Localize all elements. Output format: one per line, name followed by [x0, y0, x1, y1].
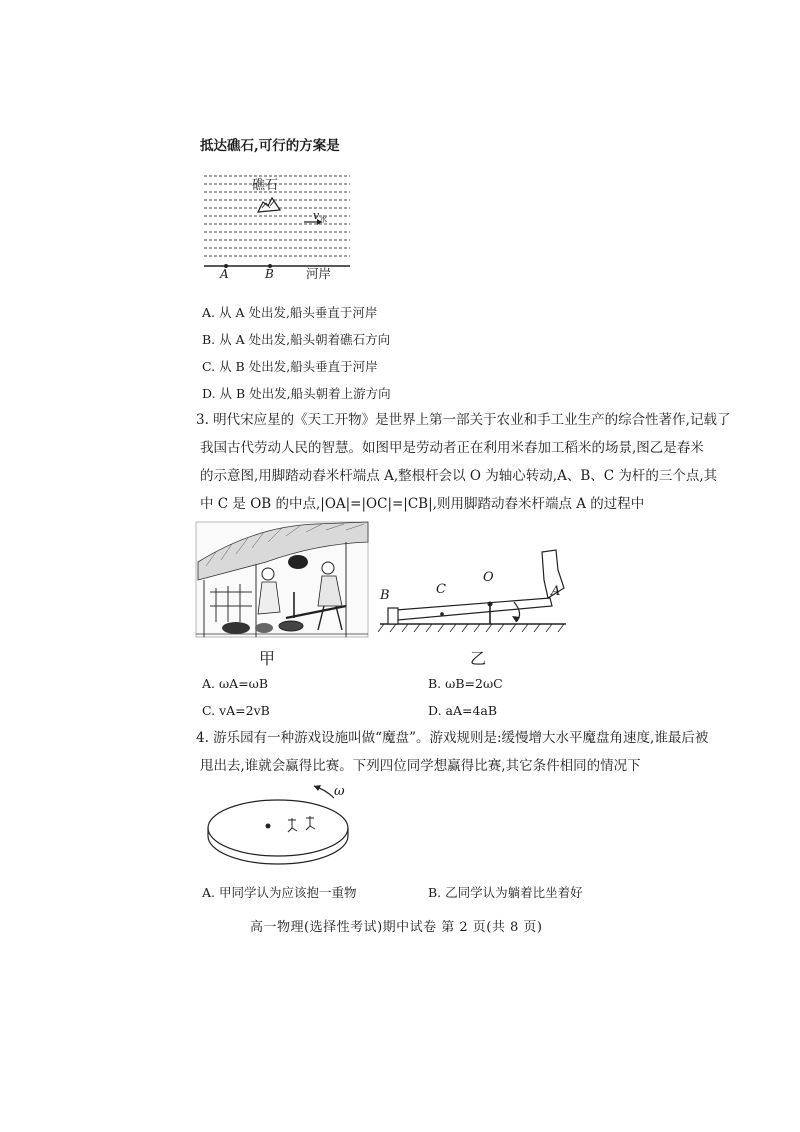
point-a-label: A [220, 267, 229, 281]
point-b-label: B [265, 267, 274, 281]
q3-option-c: C. vA=2vB [202, 703, 270, 718]
q4-option-b: B. 乙同学认为躺着比坐着好 [428, 885, 583, 900]
page-footer: 高一物理(选择性考试)期中试卷 第 2 页(共 8 页) [250, 920, 543, 935]
label-c: C [436, 582, 446, 597]
q3-option-a: A. ωA=ωB [202, 676, 269, 691]
q4-line-2: 甩出去,谁就会赢得比赛。下列四位同学想赢得比赛,其它条件相同的情况下 [200, 758, 641, 774]
label-b: B [380, 588, 390, 603]
q2-option-c: C. 从 B 处出发,船头垂直于河岸 [202, 359, 378, 374]
point-c-dot [440, 612, 444, 616]
disc-center [266, 824, 271, 829]
q3-option-b: B. ωB=2ωC [428, 676, 503, 691]
q2-option-d: D. 从 B 处出发,船头朝着上游方向 [202, 386, 391, 401]
velocity-label: $v_水$ [313, 209, 328, 225]
omega-label: ω [334, 784, 345, 799]
q2-option-a: A. 从 A 处出发,船头垂直于河岸 [202, 305, 378, 320]
q3-line-1: 3. 明代宋应星的《天工开物》是世界上第一部关于农业和手工业生产的综合性著作,记载了 [196, 412, 731, 428]
bank-label: 河岸 [306, 266, 332, 281]
q4-option-a: A. 甲同学认为应该抱一重物 [202, 885, 357, 900]
q4-line-1: 4. 游乐园有一种游戏设施叫做“魔盘”。游戏规则是:缓慢增大水平魔盘角速度,谁最后被 [196, 730, 709, 746]
rice-pounding-illustration [196, 522, 368, 637]
q3-line-2: 我国古代劳动人民的智慧。如图甲是劳动者正在利用米舂加工稻米的场景,图乙是舂米 [200, 440, 704, 456]
pivot-o [488, 602, 493, 607]
label-o: O [483, 570, 494, 585]
magic-disc-figure [202, 784, 382, 874]
lever-schematic [374, 544, 574, 634]
q3-option-d: D. aA=4aB [428, 703, 498, 718]
rock-label: 礁石 [252, 178, 279, 193]
q3-line-4: 中 C 是 OB 的中点,|OA|=|OC|=|CB|,则用脚踏动舂米杆端点 A 的过程中 [200, 496, 645, 512]
q3-line-3: 的示意图,用脚踏动舂米杆端点 A,整根杆会以 O 为轴心转动,A、B、C 为杆的三个点,其 [200, 468, 718, 484]
caption-yi: 乙 [470, 649, 487, 668]
lever-bar [396, 598, 552, 620]
question-continuation: 抵达礁石,可行的方案是 [200, 138, 340, 154]
caption-jia: 甲 [259, 649, 276, 668]
disc-top [208, 800, 348, 856]
label-a: A [551, 584, 561, 599]
q2-option-b: B. 从 A 处出发,船头朝着礁石方向 [202, 332, 391, 347]
